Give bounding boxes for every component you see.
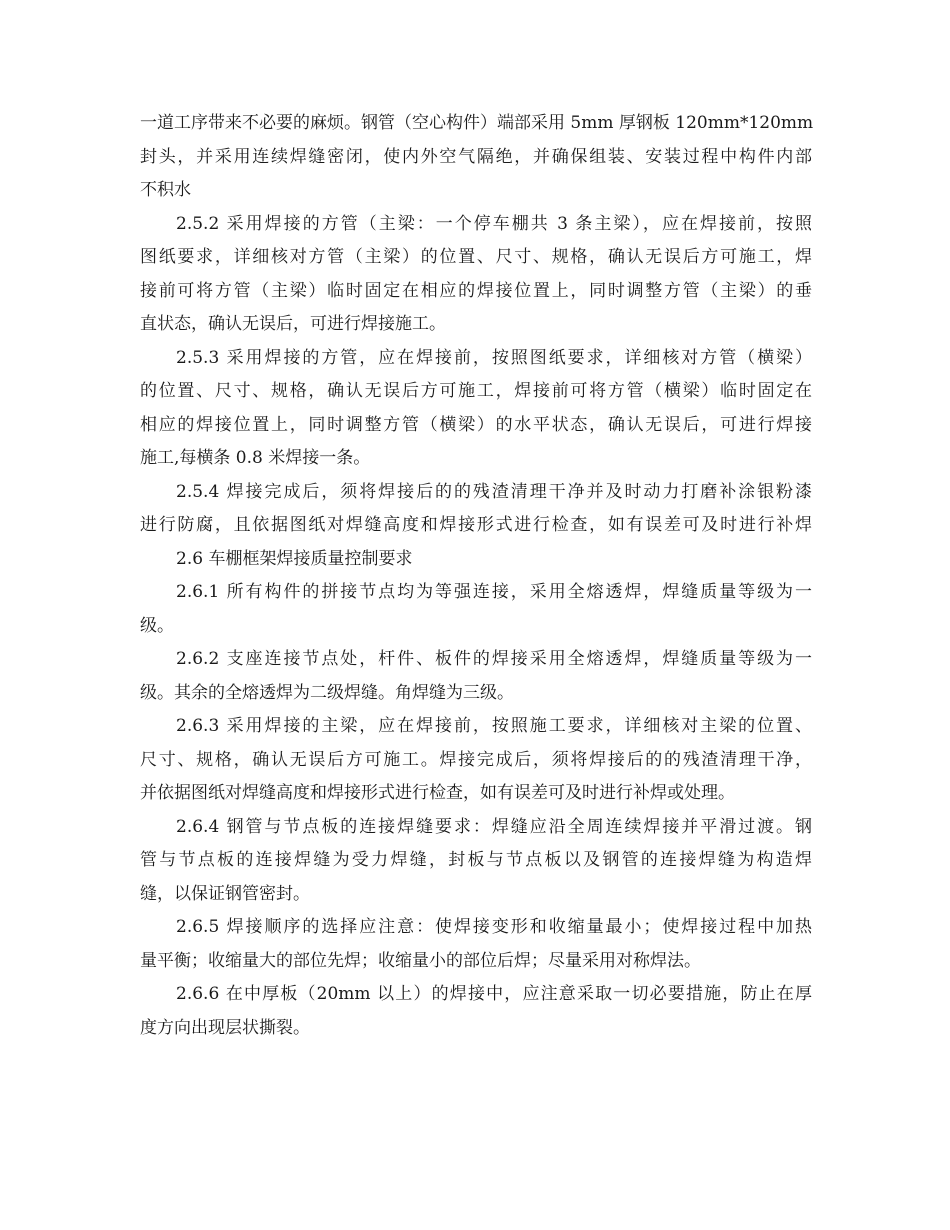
paragraph-continuation [140, 107, 812, 208]
text-line: 一道工序带来不必要的麻烦。钢管（空心构件）端部采用 5mm 厚钢板 120mm*120mm [140, 113, 814, 133]
text-line: 2.5.4 焊接完成后，须将焊接后的的残渣清理干净并及时动力打磨补涂银粉漆 [176, 481, 812, 502]
text-line: 缝，以保证钢管密封。 [140, 883, 310, 904]
paragraph-2-6-5 [140, 911, 812, 978]
text-line: 尺寸、规格，确认无误后方可施工。焊接完成后，须将焊接后的的残渣清理干净， [140, 749, 812, 770]
text-line: 级。其余的全熔透焊为二级焊缝。角焊缝为三级。 [140, 682, 514, 703]
section-heading-text: 2.6 车棚框架焊接质量控制要求 [176, 548, 413, 569]
text-line: 管与节点板的连接焊缝为受力焊缝，封板与节点板以及钢管的连接焊缝为构造焊 [140, 850, 812, 870]
text-line: 2.6.1 所有构件的拼接节点均为等强连接，采用全熔透焊，焊缝质量等级为一 [176, 582, 812, 602]
text-line: 2.6.3 采用焊接的主梁，应在焊接前，按照施工要求，详细核对主梁的位置、 [176, 716, 812, 736]
text-line: 不积水 [140, 180, 191, 200]
paragraph-2-6-1 [140, 576, 812, 643]
text-line: 2.6.6 在中厚板（20mm 以上）的焊接中，应注意采取一切必要措施，防止在厚 [176, 984, 812, 1004]
paragraph-2-6-3 [140, 710, 812, 811]
paragraph-2-6-6 [140, 978, 812, 1045]
text-line: 接前可将方管（主梁）临时固定在相应的焊接位置上，同时调整方管（主梁）的垂 [140, 280, 812, 301]
text-line: 2.5.2 采用焊接的方管（主梁：一个停车棚共 3 条主梁），应在焊接前，按照 [176, 213, 812, 234]
text-line: 进行防腐，且依据图纸对焊缝高度和焊接形式进行检查，如有误差可及时进行补焊 [140, 515, 812, 535]
text-line: 2.5.3 采用焊接的方管，应在焊接前，按照图纸要求，详细核对方管（横梁） [176, 347, 812, 368]
text-line: 级。 [140, 615, 174, 636]
text-line: 直状态，确认无误后，可进行焊接施工。 [140, 314, 446, 334]
paragraph-2-5-3 [140, 342, 812, 476]
paragraph-2-5-4 [140, 476, 812, 543]
document-body [140, 107, 812, 1045]
text-line: 2.6.4 钢管与节点板的连接焊缝要求：焊缝应沿全周连续焊接并平滑过渡。钢 [176, 816, 812, 837]
paragraph-2-6-2 [140, 643, 812, 710]
text-line: 的位置、尺寸、规格，确认无误后方可施工，焊接前可将方管（横梁）临时固定在 [140, 381, 812, 401]
paragraph-2-5-2 [140, 208, 812, 342]
text-line: 2.6.5 焊接顺序的选择应注意：使焊接变形和收缩量最小；使焊接过程中加热 [176, 917, 812, 937]
text-line: 量平衡；收缩量大的部位先焊；收缩量小的部位后焊；尽量采用对称焊法。 [140, 950, 701, 971]
text-line: 封头，并采用连续焊缝密闭，使内外空气隔绝，并确保组装、安装过程中构件内部 [140, 146, 812, 167]
text-line: 施工,每横条 0.8 米焊接一条。 [140, 448, 371, 468]
paragraph-2-6-4 [140, 811, 812, 912]
text-line: 2.6.2 支座连接节点处，杆件、板件的焊接采用全熔透焊，焊缝质量等级为一 [176, 649, 812, 669]
text-line: 相应的焊接位置上，同时调整方管（横梁）的水平状态，确认无误后，可进行焊接 [140, 414, 812, 435]
section-heading-2-6 [140, 543, 812, 577]
text-line: 度方向出现层状撕裂。 [140, 1017, 310, 1038]
text-line: 并依据图纸对焊缝高度和焊接形式进行检查，如有误差可及时进行补焊或处理。 [140, 783, 735, 803]
text-line: 图纸要求，详细核对方管（主梁）的位置、尺寸、规格，确认无误后方可施工，焊 [140, 247, 812, 267]
